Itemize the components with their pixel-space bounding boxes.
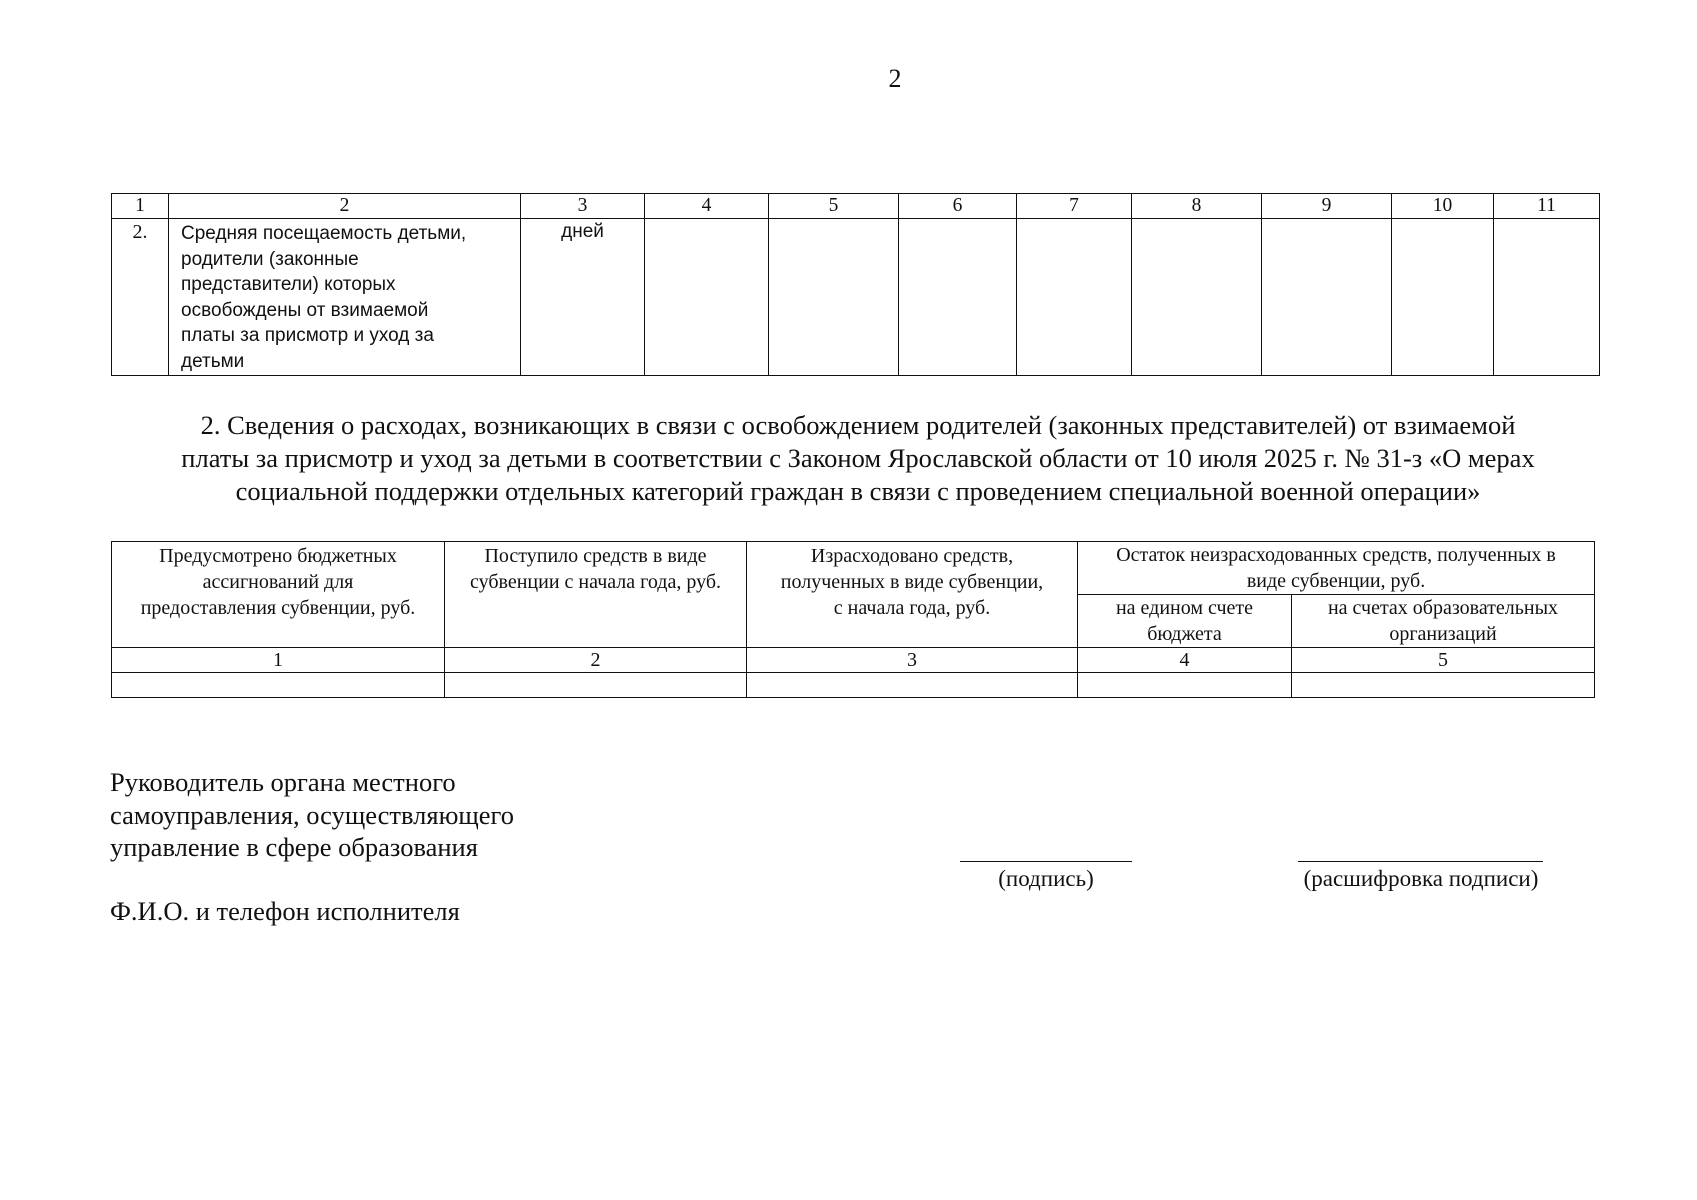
column-number: 11 [1494, 194, 1600, 219]
header-line: на счетах образовательных [1327, 597, 1559, 619]
description-line: освобождены от взимаемой [181, 299, 429, 321]
header-line: предоставления субвенции, руб. [140, 597, 416, 619]
empty-cell [899, 219, 1017, 376]
empty-cell [1392, 219, 1494, 376]
signature-label: (подпись) [998, 866, 1094, 891]
heading-line: платы за присмотр и уход за детьми в соответствии с Законом Ярославской области от 10 июля 2025 г. № 31-з «О мерах [181, 443, 1535, 473]
column-number: 7 [1017, 194, 1132, 219]
header-line: полученных в виде субвенции, [780, 571, 1044, 593]
signature-decoding-label: (расшифровка подписи) [1303, 866, 1539, 891]
signer-title-line: управление в сфере образования [110, 832, 478, 862]
description-line: родители (законные [181, 248, 359, 270]
section-heading [118, 409, 1598, 508]
column-number: 1 [112, 194, 169, 219]
description-line: Средняя посещаемость детьми, [181, 223, 467, 244]
table-header-row [112, 194, 1600, 219]
signer-title-line: Руководитель органа местного [110, 767, 456, 797]
empty-cell [445, 673, 747, 698]
table-row [112, 219, 1600, 376]
header-school-accounts [1292, 595, 1595, 648]
column-number: 1 [112, 648, 445, 673]
column-number: 5 [1292, 648, 1595, 673]
expenses-table [111, 541, 1595, 698]
header-line: ассигнований для [202, 571, 354, 593]
empty-cell [747, 673, 1078, 698]
column-number: 10 [1392, 194, 1494, 219]
column-number: 3 [521, 194, 645, 219]
column-numbers-row [112, 648, 1595, 673]
header-line: на едином счете [1115, 597, 1254, 619]
empty-cell [1292, 673, 1595, 698]
empty-cell [1132, 219, 1262, 376]
empty-cell [1262, 219, 1392, 376]
empty-cell [1017, 219, 1132, 376]
header-line: субвенции с начала года, руб. [470, 571, 721, 593]
column-number: 2 [445, 648, 747, 673]
column-number: 4 [1078, 648, 1292, 673]
header-budget-allocations [112, 542, 445, 648]
heading-line: социальной поддержки отдельных категорий граждан в связи с проведением специальной военной операции» [235, 476, 1481, 506]
indicator-description [169, 219, 521, 376]
header-line: Израсходовано средств, [810, 545, 1014, 567]
header-received-funds [445, 542, 747, 648]
header-single-budget-account [1078, 595, 1292, 648]
table-row [112, 673, 1595, 698]
signer-title [110, 766, 514, 864]
header-spent-funds [747, 542, 1078, 648]
column-number: 9 [1262, 194, 1392, 219]
header-line: Остаток неизрасходованных средств, полученных в [1116, 544, 1556, 566]
signer-title-line: самоуправления, осуществляющего [110, 799, 514, 830]
empty-cell [645, 219, 769, 376]
header-line: Поступило средств в виде [484, 545, 707, 567]
unit-of-measure: дней [521, 219, 645, 376]
empty-cell [1494, 219, 1600, 376]
indicators-table [111, 193, 1600, 376]
header-line: организаций [1389, 623, 1497, 645]
executor-contact-label: Ф.И.О. и телефон исполнителя [110, 896, 460, 926]
empty-cell [1078, 673, 1292, 698]
column-number: 8 [1132, 194, 1262, 219]
column-number: 6 [899, 194, 1017, 219]
signature-decoding-line[interactable] [1298, 861, 1543, 862]
header-line: с начала года, руб. [833, 597, 991, 619]
table-header-row [112, 542, 1595, 595]
column-number: 3 [747, 648, 1078, 673]
description-line: платы за присмотр и уход за [181, 325, 434, 346]
header-line: бюджета [1147, 623, 1222, 645]
description-line: представители) которых [181, 274, 396, 295]
column-number: 4 [645, 194, 769, 219]
heading-line: 2. Сведения о расходах, возникающих в связи с освобождением родителей (законных представителей) от взимаемой [200, 410, 1516, 440]
signature-line[interactable] [960, 861, 1132, 862]
row-number: 2. [112, 219, 169, 376]
empty-cell [112, 673, 445, 698]
header-line: виде субвенции, руб. [1246, 570, 1426, 592]
description-line: детьми [181, 350, 245, 372]
column-number: 5 [769, 194, 899, 219]
header-line: Предусмотрено бюджетных [159, 545, 397, 567]
empty-cell [769, 219, 899, 376]
column-number: 2 [169, 194, 521, 219]
header-unspent-balance [1078, 542, 1595, 595]
page-number: 2 [888, 64, 902, 93]
